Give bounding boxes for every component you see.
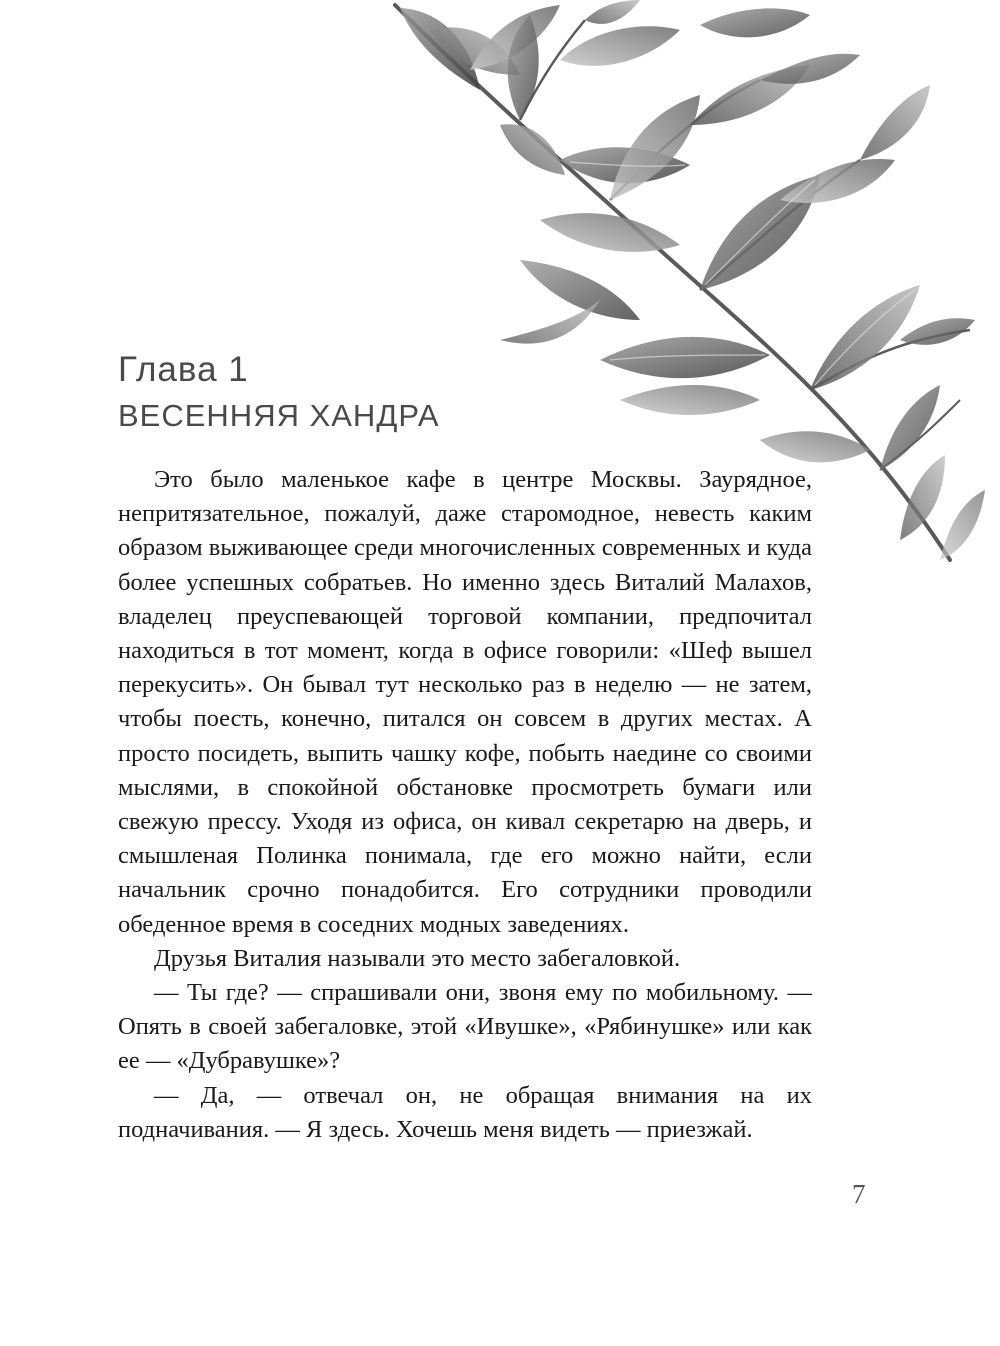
chapter-body bbox=[118, 463, 812, 1147]
paragraph: — Ты где? — спрашивали они, звоня ему по мобильному. — Опять в своей забегаловке, этой «Ивушке», «Рябинушке» или как ее — «Дубравушке»? bbox=[118, 979, 812, 1075]
chapter-number: Глава 1 bbox=[118, 350, 249, 389]
paragraph: Это было маленькое кафе в центре Москвы. Заурядное, непритязательное, пожалуй, даже старомодное, невесть каким образом выживающее среди многочисленных современных и куда более успешных собратьев. Но именно здесь Виталий Малахов, владелец преуспевающей торговой компании, предпочитал находиться в тот момент, когда в офисе говорили: «Шеф вышел перекусить». Он бывал тут несколько раз в неделю — не затем, чтобы поесть, конечно, питался он совсем в других местах. А просто посидеть, выпить чашку кофе, побыть наедине со своими мыслями, в спокойной обстановке просмотреть бумаги или свежую прессу. Уходя из офиса, он кивал секретарю на дверь, и смышленая Полинка понимала, где его можно найти, если начальник срочно понадобится. Его сотрудники проводили обеденное время в соседних модных заведениях. bbox=[118, 466, 812, 938]
page-number: 7 bbox=[852, 1179, 866, 1209]
paragraph: — Да, — отвечал он, не обращая внимания на их подначивания. — Я здесь. Хочешь меня видеть — приезжай. bbox=[118, 1081, 812, 1143]
paragraph: Друзья Виталия называли это место забегаловкой. bbox=[154, 944, 681, 972]
chapter-title: ВЕСЕННЯЯ ХАНДРА bbox=[118, 398, 440, 433]
